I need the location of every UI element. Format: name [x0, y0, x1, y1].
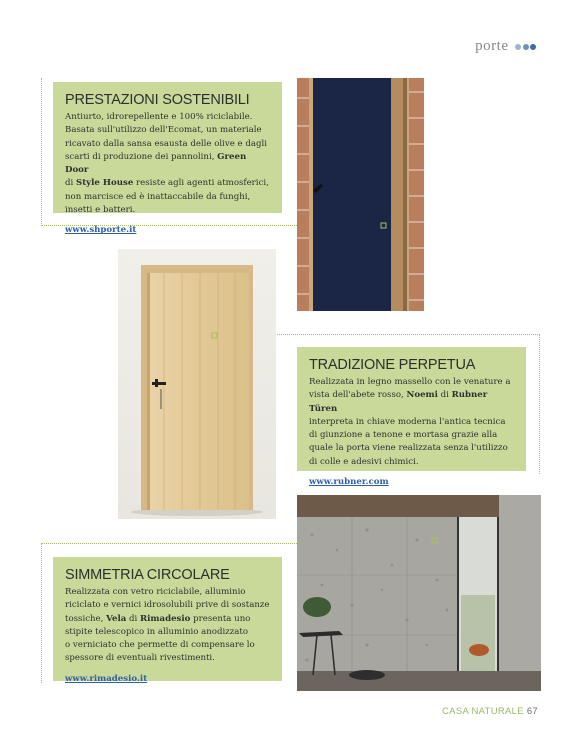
body-text: riciclato e vernici idrosolubili prive di sostanze [65, 600, 270, 611]
block-body [309, 376, 514, 469]
body-text: resiste agli agenti atmosferici, [133, 178, 269, 189]
guide-line [41, 543, 42, 683]
body-text: di [437, 390, 452, 401]
body-text: spessore di eventuali rivestimenti. [65, 653, 215, 664]
bold-text: Vela [106, 613, 127, 624]
body-text: non marcisce ed è inattaccabile da funghi, [65, 191, 251, 202]
green-door-illustration [297, 78, 424, 311]
page-footer [442, 706, 538, 717]
body-text: Basata sull'utilizzo dell'Ecomat, un materiale [65, 125, 262, 136]
body-text: ricavato dalla sansa esausta delle olive e dagli [65, 138, 267, 149]
body-text: di giunzione a tenone e mortasa grazie alla [309, 430, 498, 441]
magazine-name: CASA NATURALE [442, 706, 524, 717]
block-title: SIMMETRIA CIRCOLARE [65, 567, 230, 583]
body-text: di colle e adesivi chimici. [309, 456, 419, 467]
guide-line [539, 334, 540, 474]
glass-door-interior-photo [297, 495, 541, 691]
body-text: Realizzata in legno massello con le venature a [309, 377, 511, 387]
section-dot-3 [530, 44, 536, 50]
text-box-prestazioni [53, 82, 282, 236]
block-title: TRADIZIONE PERPETUA [309, 357, 476, 373]
text-box-simmetria [53, 557, 282, 684]
section-dot-1 [515, 44, 521, 50]
body-text: insetti e batteri. [65, 205, 136, 216]
text-box-tradizione [297, 347, 526, 488]
section-dot-2 [523, 44, 529, 50]
bold-text: Green Door [65, 151, 247, 176]
bold-text: Noemi [406, 390, 438, 401]
body-text: tossiche, [65, 613, 107, 624]
section-header [475, 38, 536, 55]
body-text: vista dell'abete rosso, [309, 390, 407, 401]
body-text: quale la porta viene realizzata senza l'utilizzo [309, 443, 508, 454]
body-text: presenta uno [190, 613, 251, 624]
bold-text: Rimadesio [140, 613, 191, 624]
section-label: porte [475, 38, 509, 54]
body-text: interpreta in chiave moderna l'antica tecnica [309, 416, 506, 427]
bold-text: Rubner Türen [309, 390, 488, 414]
website-link[interactable]: www.rimadesio.it [65, 673, 148, 684]
body-text: o verniciato che permette di compensare lo [65, 640, 255, 651]
body-text: stipite telescopico in alluminio anodizzato [65, 626, 249, 637]
wooden-door-photo [118, 249, 276, 519]
interior-illustration [297, 495, 541, 691]
website-link[interactable]: www.shporte.it [65, 225, 137, 236]
body-text: di [65, 178, 76, 189]
body-text: Antiurto, idrorepellente e 100% riciclabile. [65, 112, 253, 122]
green-door-photo [297, 78, 424, 311]
block-title: PRESTAZIONI SOSTENIBILI [65, 92, 250, 108]
body-text: di [126, 613, 140, 624]
block-body [65, 586, 270, 666]
website-link[interactable]: www.rubner.com [309, 477, 389, 488]
bold-text: Style House [75, 178, 134, 189]
block-body [65, 111, 270, 217]
guide-line [41, 78, 42, 226]
wooden-door-illustration [118, 249, 276, 519]
body-text: Realizzata con vetro riciclabile, alluminio [65, 587, 246, 597]
page-number: 67 [526, 706, 538, 717]
body-text: scarti di produzione dei pannolini, [65, 151, 218, 162]
